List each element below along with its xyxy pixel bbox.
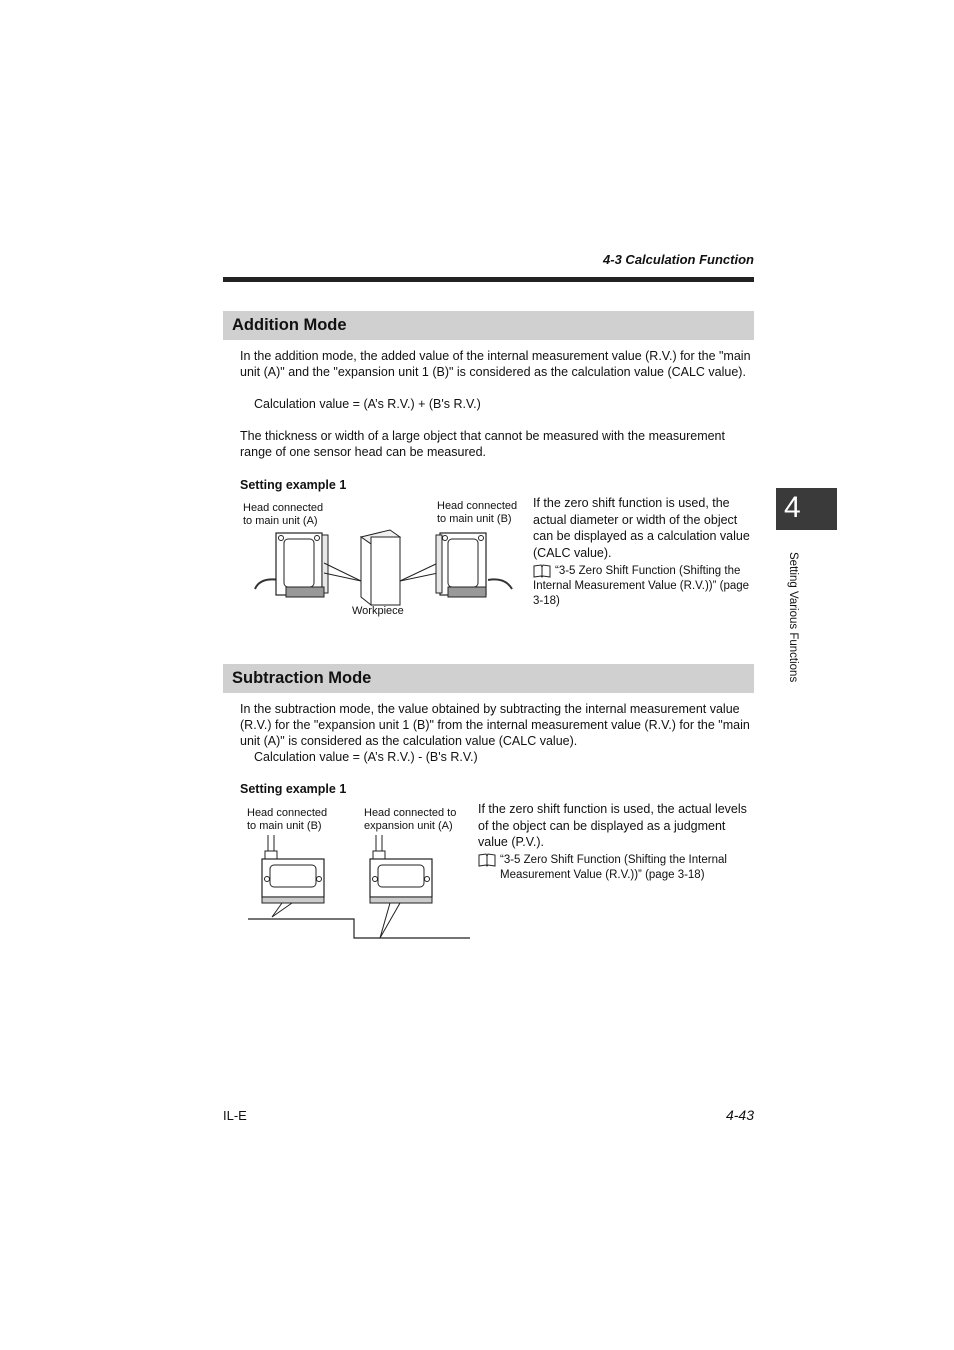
addition-usage: The thickness or width of a large object that cannot be measured with the measurement range of one sensor head can be measured. [240,429,725,459]
subtraction-intro: In the subtraction mode, the value obtained by subtracting the internal measurement value (R.V.) for the "expansion unit 1 (B)" from the internal measurement value (R.V.) for the "main unit (A)" is considered as the calculation value (CALC value). [240,702,750,748]
book-icon [478,853,496,867]
addition-intro: In the addition mode, the added value of the internal measurement value (R.V.) for the "main unit (A)" and the "expansion unit 1 (B)" is considered as the calculation value (CALC value). [240,349,751,379]
chapter-side-label: Setting Various Functions [787,552,799,683]
subtraction-diagram [248,835,473,945]
header-rule [223,277,754,282]
page-number: 4-43 [725,1107,754,1123]
sensor-head-a-icon [370,835,432,938]
book-icon [533,564,551,578]
subtraction-formula: Calculation value = (A’s R.V.) - (B's R.V.) [254,750,478,764]
workpiece-icon [361,530,400,605]
beam-a2 [324,573,361,581]
sensor-head-a-icon [276,533,328,597]
beam-b2 [400,573,438,581]
chapter-tab: 4 [776,488,837,530]
addition-diagram [250,525,520,605]
addition-label-b: Head connected to main unit (B) [437,500,518,525]
subtraction-note: If the zero shift function is used, the actual levels of the object can be displayed as a judgment value (P.V.). [478,802,747,849]
subtraction-example-title: Setting example 1 [240,782,347,796]
addition-ref: “3-5 Zero Shift Function (Shifting the Internal Measurement Value (R.V.))” (page 3-18) [533,565,750,607]
workpiece-label: Workpiece [352,605,404,617]
subtraction-ref: “3-5 Zero Shift Function (Shifting the Internal Measurement Value (R.V.))” (page 3-18) [478,853,754,883]
sensor-head-b-icon [436,533,486,597]
subtraction-title: Subtraction Mode [232,669,372,687]
running-head: 4-3 Calculation Function [603,252,754,267]
addition-label-a: Head connected to main unit (A) [243,502,324,527]
addition-note: If the zero shift function is used, the actual diameter or width of the object can be displayed as a calculation value (CALC value). [533,496,750,560]
step-surface [248,919,470,938]
addition-example-title: Setting example 1 [240,478,347,492]
subtraction-label-a: Head connected to expansion unit (A) [364,807,457,832]
beam-a [324,563,361,581]
addition-title: Addition Mode [232,316,347,334]
sensor-head-b-icon [262,835,324,917]
sensor-b-cable [488,579,512,589]
addition-formula: Calculation value = (A’s R.V.) + (B's R.V.) [254,397,481,411]
subtraction-label-b: Head connected to main unit (B) [247,807,328,832]
beam-b [400,563,438,581]
footer-doc-code: IL-E [223,1108,247,1123]
